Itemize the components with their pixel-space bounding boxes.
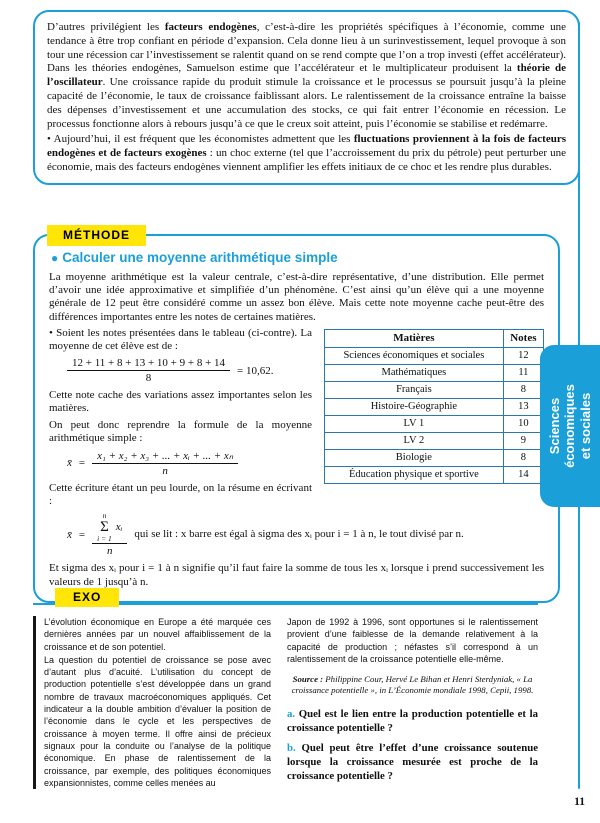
note-cell: 11 [503,364,543,381]
bullet-icon: ● [51,251,59,265]
tab-line: Sciences [546,397,562,455]
tab-line: économiques [562,384,578,468]
table-row [325,347,544,364]
fraction-numerator [92,512,127,544]
fraction-denominator: n [107,545,113,558]
methode-paragraph-6: Et sigma des xᵢ pour i = 1 à n signifie qu’il faut faire la somme de tous les xᵢ lorsque i prend successivement les valeurs de 1 jusqu’à n. [49,562,544,588]
fraction [67,357,230,384]
table-row [325,449,544,466]
table-row [325,381,544,398]
table-row [325,398,544,415]
intro-bold-term: théorie de l’oscillateur [47,62,566,89]
methode-paragraph-3: Cette note cache des variations assez importantes selon les matières. [49,389,312,415]
chapter-side-tab-label [540,345,600,507]
sigma-lower-bound: i = 1 [97,533,112,543]
mean-calculation-formula [67,357,312,384]
excerpt-paragraph: L’évolution économique en Europe a été marquée ces dernières années par un nouvel affaiblissement de la croissance et de son potentiel. [44,617,271,652]
subject-cell: LV 2 [325,432,504,449]
question-a [287,707,538,735]
fraction-denominator: n [162,465,168,478]
note-cell: 8 [503,449,543,466]
exo-header [33,584,538,607]
intro-bold-term: fluctuations proviennent à la fois de facteurs endogènes et de facteurs exogènes [47,133,566,160]
equals-sign: = [78,457,86,470]
sigma-icon: Σ [100,518,109,535]
intro-text: , c’est-à-dire les propriétés spécifiques à l’économie, comme une tendance à être trop confiant en période d’expansion. Cela donne lieu à un surinvestissement, lequel provoque à son tour une récession car l’investissement se ralentit quand on se rend compte que l’on a trop investi (effet accélérateur). Dans les théories endogènes, Samuelson estime que l’accélérateur et le multiplicateur produisent la [47,21,566,75]
source-label: Source : [292,674,324,685]
methode-title [51,250,544,265]
sigma-term: xᵢ [115,521,123,534]
note-cell: 8 [503,381,543,398]
page-number: 11 [574,796,585,808]
note-cell: 10 [503,415,543,432]
exo-section [33,584,538,789]
simple-mean-formula [67,449,312,477]
table-header-row [325,329,544,347]
equals-sign: = [78,528,86,541]
methode-paragraph-1: La moyenne arithmétique est la valeur centrale, c’est-à-dire représentative, d’une distribution. Elle permet d’avoir une idée approximative et simplifiée d’un phénomène. C’est ainsi qu’un élève qui a une moyenne générale de 12 peut être considéré comme un assez bon élève. Mais cette note moyenne cache peut-être des différences importantes entre les notes de certaines matières. [49,271,544,323]
question-letter: b. [287,741,296,754]
methode-paragraph-5: Cette écriture étant un peu lourde, on la résume en écrivant : [49,482,312,508]
methode-badge: MÉTHODE [47,225,146,246]
subject-cell: Éducation physique et sportive [325,466,504,483]
tab-line: et sociales [577,392,593,460]
table-row [325,364,544,381]
note-cell: 14 [503,466,543,483]
intro-text: : un choc externe (tel que l’accroissement du prix du pétrole) peut perturber une économie, mais des facteurs endogènes viennent amplifier les effets initiaux de ce choc et les rendre plus durables. [47,147,566,173]
intro-bold-term: facteurs endogènes [164,21,257,33]
intro-text: . Une croissance rapide du produit stimule la croissance et le processus se poursuit jusqu’à la pleine capacité de l’économie, le taux de croissance faiblissant alors. Le ralentissement de la croissance entraîne la baisse des dépenses d’investissement et une accumulation des stocks, ce qui fait entrer l’économie en récession. Le processus fonctionne alors à rebours jusqu’à ce que le creux soit atteint, puis l’économie se stabilise et redémarre. [47,76,566,130]
formula-result: = 10,62. [237,364,274,377]
table-header-notes: Notes [503,329,543,347]
exo-right-column [287,616,538,789]
methode-paragraph-4: On peut donc reprendre la formule de la moyenne arithmétique simple : [49,418,312,444]
exo-excerpt-left-column [33,616,271,789]
intro-paragraph-1 [47,21,566,131]
fraction-numerator: 12 + 11 + 8 + 13 + 10 + 9 + 8 + 14 [67,357,230,371]
subject-cell: Mathématiques [325,364,504,381]
intro-text: • Aujourd’hui, il est fréquent que les économistes admettent que les [47,133,354,146]
exo-excerpt-right-column: Japon de 1992 à 1996, sont opportunes si le ralentissement provient d’une faiblesse de la demande relativement à la capacité de production ; néfastes s’il correspond à un ralentissement de la croissance potentielle elle-même. [287,617,538,664]
x-bar-symbol: x̄ [67,457,72,470]
chapter-side-tab [540,345,600,507]
intro-text: D’autres privilégient les [47,21,165,33]
sigma-stack [97,512,112,542]
subject-cell: Français [325,381,504,398]
note-cell: 9 [503,432,543,449]
excerpt-paragraph: La question du potentiel de croissance se pose avec d’autant plus d’acuité. L’utilisation du concept de production potentielle s’est développée dans un grand nombre de travaux macroéconomiques appliqués. Cet indicateur a la double ambition d’évaluer la position de l’économie dans le cycle et les perspectives de croissance à moyen terme. Il offre ainsi de précieux signaux pour la conduite ou l’analyse de la politique économique. En phase de ralentissement de la croissance, par exemple, des politiques économiques expansionnistes, comme celles menées au [44,654,271,788]
fraction-denominator: 8 [145,372,152,385]
fraction [92,512,127,557]
question-letter: a. [287,707,296,720]
fraction [92,449,238,477]
source-citation [287,674,538,696]
grades-table [324,329,544,484]
exo-columns [33,616,538,789]
question-text: Quel est le lien entre la production potentielle et la croissance potentielle ? [287,707,538,734]
exo-badge: EXO [55,588,119,607]
methode-title-text: Calculer une moyenne arithmétique simple [62,250,338,265]
subject-cell: LV 1 [325,415,504,432]
table-header-subject: Matières [325,329,504,347]
intro-box [33,10,580,185]
methode-box [33,228,560,603]
note-cell: 12 [503,347,543,364]
fraction-numerator: x₁ + x₂ + x₃ + ... + xᵢ + ... + xₙ [92,449,238,464]
subject-cell: Sciences économiques et sociales [325,347,504,364]
sigma-formula [67,512,544,557]
table-row [325,466,544,483]
x-bar-symbol: x̄ [67,528,72,541]
table-row [325,415,544,432]
sigma-upper-bound: n [102,511,107,521]
source-text: Philippine Cour, Hervé Le Bihan et Henri Sterdyniak, « La croissance potentielle », in L’Économie mondiale 1998, Cepii, 1998. [291,674,534,696]
intro-paragraph-2 [47,133,566,174]
formula-reading-caption: qui se lit : x barre est égal à sigma des xᵢ pour i = 1 à n, le tout divisé par n. [134,528,464,541]
subject-cell: Histoire-Géographie [325,398,504,415]
methode-paragraph-2: • Soient les notes présentées dans le tableau (ci-contre). La moyenne de cet élève est de : [49,326,312,353]
subject-cell: Biologie [325,449,504,466]
note-cell: 13 [503,398,543,415]
table-row [325,432,544,449]
question-b [287,741,538,783]
question-text: Quel peut être l’effet d’une croissance soutenue lorsque la croissance mesurée est proche de la croissance potentielle ? [287,741,538,782]
